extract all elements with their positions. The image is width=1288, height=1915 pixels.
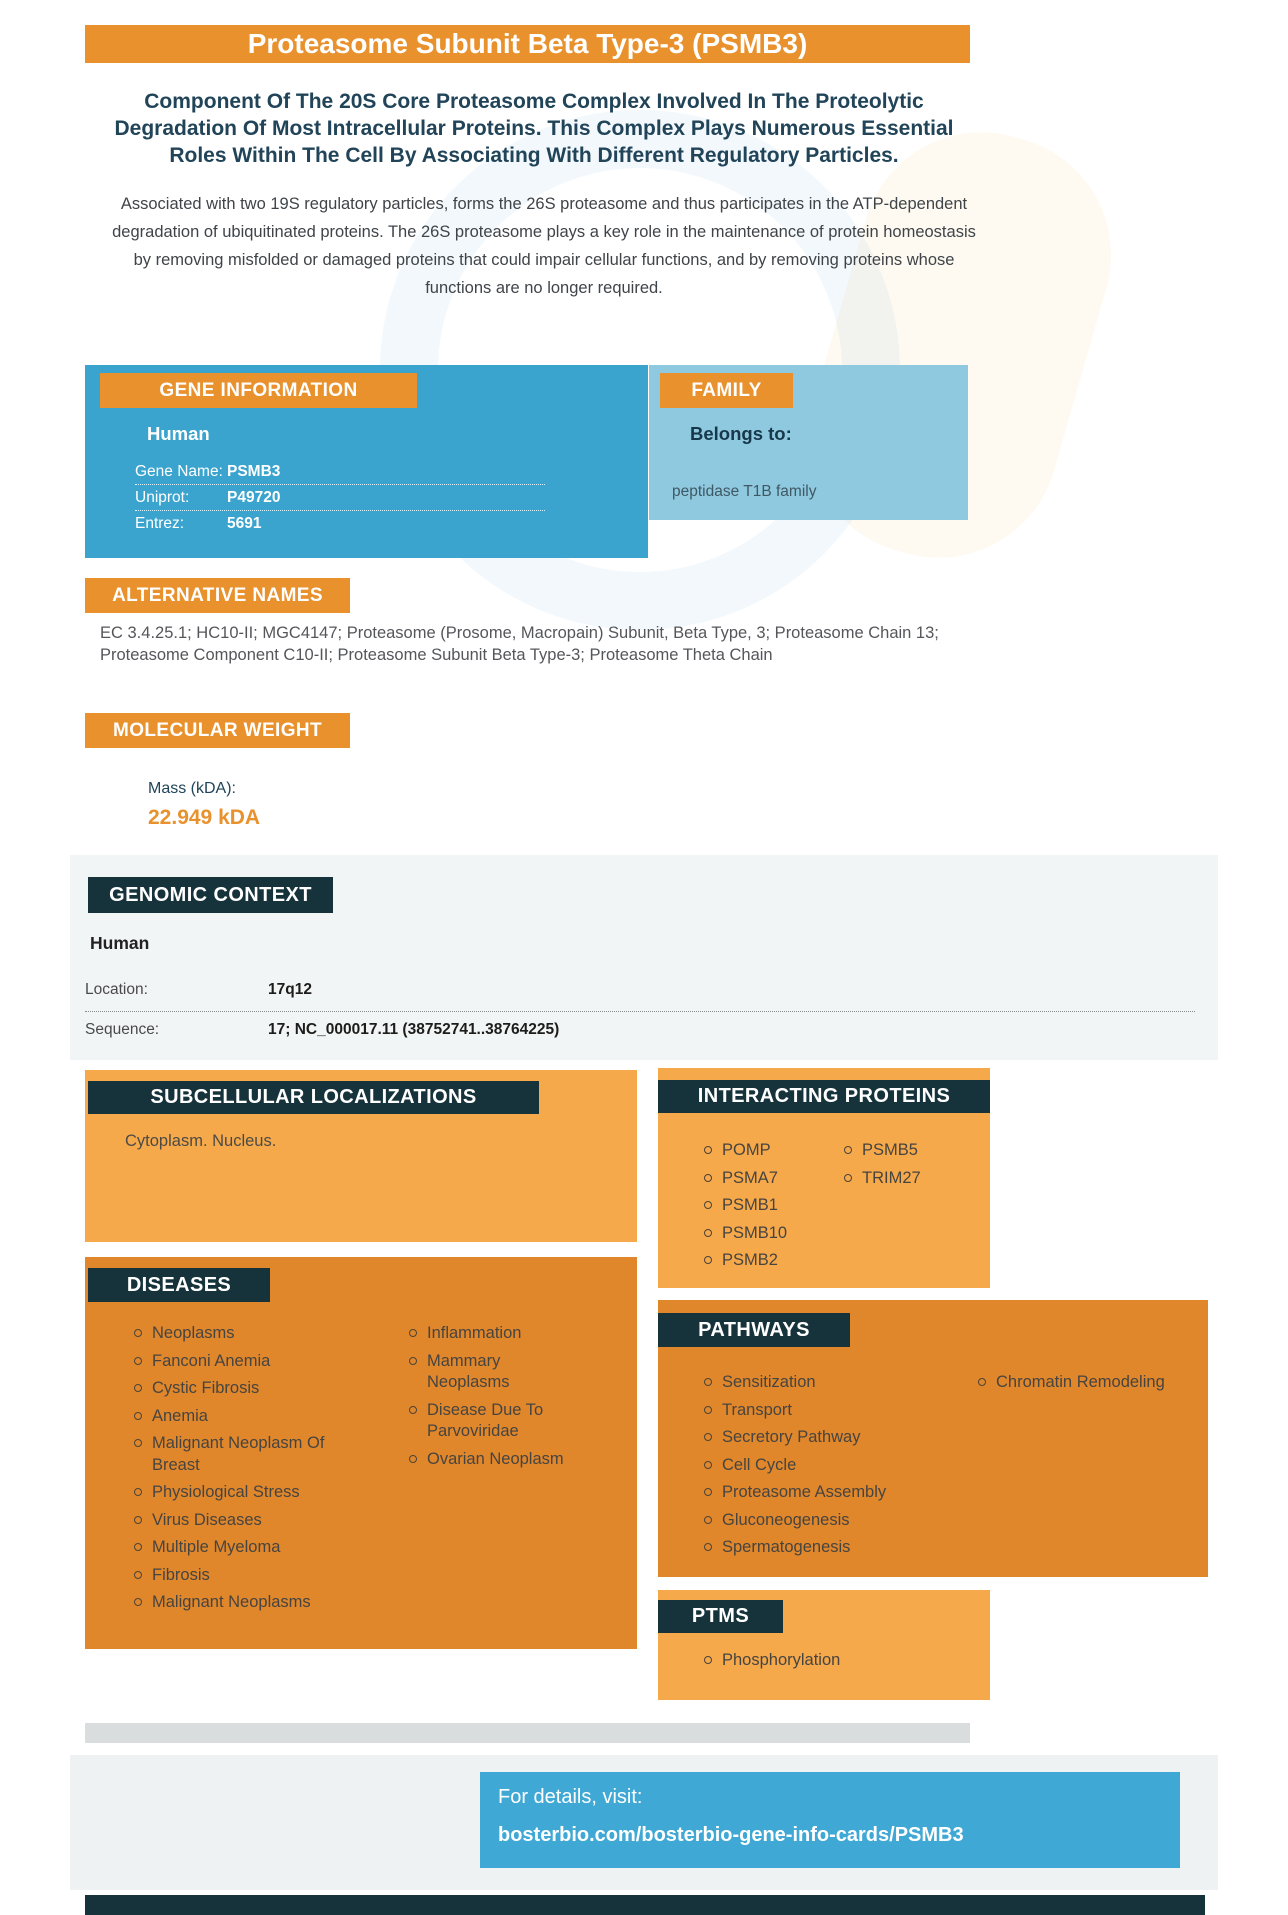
list-item: Virus Diseases [133,1510,358,1532]
pathways-list-col1 [703,1372,943,1565]
table-row [135,459,545,485]
list-item: Transport [703,1400,943,1422]
genomic-species-label: Human [90,933,150,953]
pathways-section [658,1300,1208,1577]
family-heading: FAMILY [660,373,793,408]
genomic-context-section [70,855,1218,1060]
ptms-section [658,1590,990,1700]
list-item: Phosphorylation [703,1650,943,1672]
subcellular-localizations-text: Cytoplasm. Nucleus. [125,1132,277,1150]
diseases-section [85,1257,637,1649]
list-item: PSMB10 [703,1223,833,1245]
ptms-heading: PTMS [658,1600,783,1633]
list-item: TRIM27 [843,1168,973,1190]
genomic-context-heading: GENOMIC CONTEXT [88,877,333,913]
family-section [649,365,968,520]
list-item: Secretory Pathway [703,1427,943,1449]
list-item: PSMA7 [703,1168,833,1190]
page-description: Associated with two 19S regulatory particles, forms the 26S proteasome and thus participates in the ATP-dependent degradation of ubiquitinated proteins. The 26S proteasome plays a key role in the maintenance of protein homeostasis by removing misfolded or damaged proteins that could impair cellular functions, and by removing proteins whose functions are no longer required. [112,195,976,297]
sequence-value: 17; NC_000017.11 (38752741..38764225) [268,1021,560,1038]
table-row [85,981,1195,999]
table-row [135,485,545,511]
location-value: 17q12 [268,981,312,998]
pathways-heading: PATHWAYS [658,1313,850,1347]
list-item: Chromatin Remodeling [977,1372,1192,1394]
list-item: Fanconi Anemia [133,1351,358,1373]
uniprot-value: P49720 [227,489,281,506]
gene-name-label: Gene Name: [135,463,223,480]
footer-url-link[interactable]: bosterbio.com/bosterbio-gene-info-cards/PSMB3 [498,1824,964,1846]
list-item: Disease Due To Parvoviridae [408,1400,573,1443]
list-item: Malignant Neoplasms [133,1592,358,1614]
alternative-names-text: EC 3.4.25.1; HC10-II; MGC4147; Proteasome (Prosome, Macropain) Subunit, Beta Type, 3; Proteasome Chain 13; Proteasome Component C10-II; Proteasome Subunit Beta Type-3; Proteasome Theta Chain [100,624,939,664]
list-item: Cystic Fibrosis [133,1378,358,1400]
list-item: Gluconeogenesis [703,1510,943,1532]
sequence-label: Sequence: [85,1021,160,1038]
footer-divider-strip [85,1723,970,1743]
gene-information-table [135,459,545,536]
gene-information-heading: GENE INFORMATION [100,373,417,408]
subcellular-localizations-section [85,1070,637,1242]
list-item: Ovarian Neoplasm [408,1449,573,1471]
list-item: Physiological Stress [133,1482,358,1504]
diseases-list-col1 [133,1323,358,1620]
page-subtitle: Component Of The 20S Core Proteasome Complex Involved In The Proteolytic Degradation Of Most Intracellular Proteins. This Complex Plays Numerous Essential Roles Within The Cell By Associating With Different Regulatory Particles. [114,90,954,167]
footer-visit-label: For details, visit: [498,1786,643,1808]
ptms-list [703,1650,943,1678]
footer-section [70,1755,1218,1890]
list-item: Neoplasms [133,1323,358,1345]
list-item: Mammary Neoplasms [408,1351,573,1394]
entrez-label: Entrez: [135,515,185,532]
list-item: PSMB2 [703,1250,833,1272]
uniprot-label: Uniprot: [135,489,190,506]
entrez-value: 5691 [227,515,262,532]
pathways-list-col2 [977,1372,1192,1400]
interacting-proteins-heading: INTERACTING PROTEINS [658,1080,990,1113]
list-item: Sensitization [703,1372,943,1394]
list-item: PSMB5 [843,1140,973,1162]
belongs-to-label: Belongs to: [690,423,792,444]
interacting-proteins-list-col1 [703,1140,833,1278]
gene-name-value: PSMB3 [227,463,281,480]
list-item: Anemia [133,1406,358,1428]
location-label: Location: [85,981,148,998]
interacting-proteins-section [658,1068,990,1288]
list-item: Spermatogenesis [703,1537,943,1559]
table-row [85,1021,1195,1039]
list-item: PSMB1 [703,1195,833,1217]
list-item: Cell Cycle [703,1455,943,1477]
footer-link-panel [480,1772,1180,1868]
molecular-weight-heading: MOLECULAR WEIGHT [85,713,350,748]
page-title: Proteasome Subunit Beta Type-3 (PSMB3) [85,25,970,63]
mass-label: Mass (kDA): [148,780,236,797]
alternative-names-heading: ALTERNATIVE NAMES [85,578,350,613]
family-value: peptidase T1B family [672,483,817,500]
mass-value: 22.949 kDA [148,806,261,829]
bottom-bar [85,1895,1205,1915]
list-item: Inflammation [408,1323,573,1345]
list-item: POMP [703,1140,833,1162]
list-item: Multiple Myeloma [133,1537,358,1559]
list-item: Proteasome Assembly [703,1482,943,1504]
list-item: Fibrosis [133,1565,358,1587]
dotted-divider [85,1011,1195,1012]
diseases-heading: DISEASES [88,1268,270,1302]
gene-species-label: Human [147,423,210,444]
list-item: Malignant Neoplasm Of Breast [133,1433,358,1476]
subcellular-localizations-heading: SUBCELLULAR LOCALIZATIONS [88,1081,539,1114]
interacting-proteins-list-col2 [843,1140,973,1195]
gene-information-section [85,365,648,558]
table-row [135,511,545,536]
diseases-list-col2 [408,1323,573,1476]
